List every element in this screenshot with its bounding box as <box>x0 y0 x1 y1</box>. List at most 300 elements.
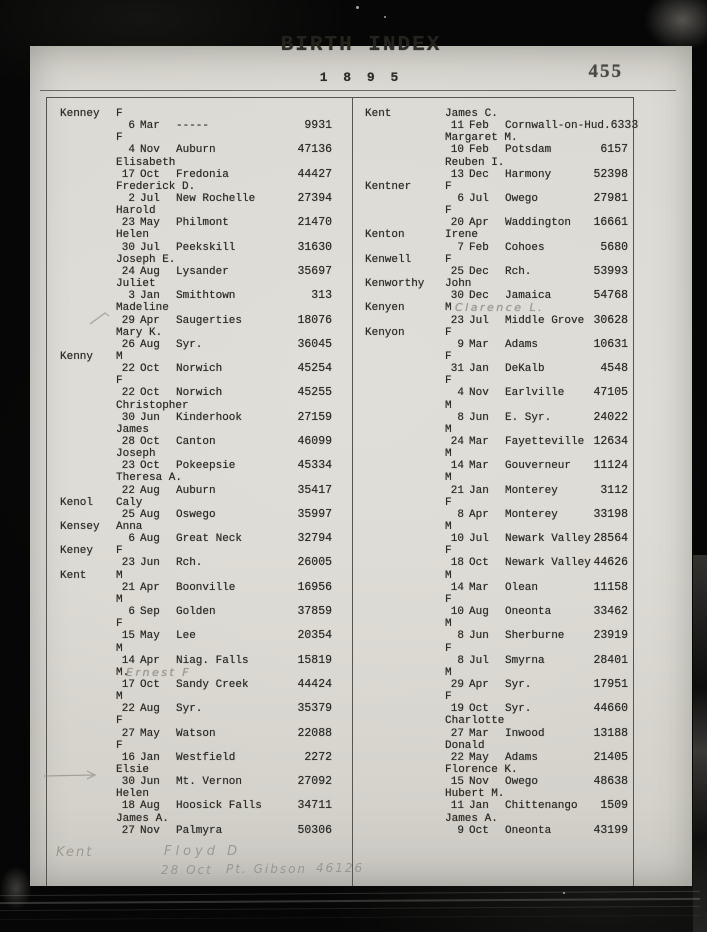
surname <box>60 813 116 825</box>
index-record <box>60 181 332 205</box>
record-month: Aug <box>140 484 160 497</box>
record-day: 27 <box>121 824 135 837</box>
surname <box>365 424 445 436</box>
record-day: 22 <box>121 703 135 716</box>
record-detail-line <box>365 509 628 521</box>
record-place: Palmyra <box>176 824 223 837</box>
record-detail-line <box>60 728 332 740</box>
record-place: Cornwall-on-Hud. <box>505 120 611 133</box>
record-day: 6 <box>128 533 135 546</box>
record-detail-line <box>60 800 332 812</box>
record-detail-line <box>365 339 628 351</box>
record-number: 28564 <box>593 532 628 546</box>
record-day: 14 <box>450 460 464 473</box>
record-number: 11158 <box>593 580 628 594</box>
record-place: Waddington <box>505 217 572 230</box>
record-number: 26005 <box>297 556 332 570</box>
record-day: 18 <box>121 800 135 813</box>
record-month: Aug <box>469 606 489 619</box>
record-name-line <box>365 205 628 217</box>
index-record <box>365 302 628 326</box>
record-day: 29 <box>450 678 464 691</box>
surname <box>365 351 445 363</box>
surname <box>60 278 116 290</box>
given-name: M <box>445 666 452 679</box>
record-place: Niag. Falls <box>176 654 249 667</box>
record-day: 23 <box>121 557 135 570</box>
index-record <box>365 545 628 569</box>
record-day: 18 <box>450 557 464 570</box>
record-day: 15 <box>121 630 135 643</box>
record-month: Oct <box>140 387 160 400</box>
record-month: Nov <box>140 144 160 157</box>
index-record <box>60 594 332 618</box>
record-month: May <box>140 630 160 643</box>
record-name-line <box>365 691 628 703</box>
record-name-line <box>60 813 332 825</box>
film-scratch-line <box>0 915 700 920</box>
index-record <box>60 618 332 642</box>
surname <box>365 400 445 412</box>
record-month: Oct <box>140 436 160 448</box>
index-record <box>60 813 332 837</box>
record-detail-line <box>365 119 639 133</box>
record-number: 3112 <box>600 483 628 497</box>
record-name-line <box>60 521 332 533</box>
record-month: May <box>140 217 160 230</box>
record-detail-line <box>60 290 332 302</box>
record-day: 13 <box>450 168 464 181</box>
record-name-line <box>60 594 332 606</box>
record-number: 45255 <box>297 386 332 400</box>
record-detail-line <box>365 800 628 812</box>
record-month: Jan <box>469 484 489 497</box>
given-name: M <box>116 691 123 704</box>
record-name-line <box>365 740 628 752</box>
record-place: Saugerties <box>176 314 243 327</box>
record-detail-line <box>365 144 628 156</box>
record-detail-line <box>60 679 332 691</box>
record-detail-line <box>365 655 628 667</box>
record-place: Pokeepsie <box>176 460 236 473</box>
record-detail-line <box>60 144 332 156</box>
record-name-line <box>365 570 628 582</box>
record-detail-line <box>60 582 332 594</box>
record-name-line <box>365 229 628 241</box>
surname <box>60 254 116 266</box>
record-number: 37859 <box>297 605 332 619</box>
index-column-left <box>60 108 332 837</box>
record-month: Jan <box>469 800 489 813</box>
index-record <box>365 691 628 715</box>
index-record <box>60 108 332 132</box>
record-day: 8 <box>457 630 464 643</box>
index-record <box>60 229 332 253</box>
surname <box>365 132 445 144</box>
handwritten-place: Pt. Gibson <box>226 862 308 876</box>
record-name-line <box>60 570 332 582</box>
index-record <box>60 521 332 545</box>
record-number: 43199 <box>593 823 628 837</box>
record-day: 30 <box>450 290 464 303</box>
record-month: Jul <box>469 654 489 667</box>
record-name-line <box>365 108 628 120</box>
given-name: F <box>445 545 452 558</box>
index-record <box>365 375 628 399</box>
surname <box>365 715 445 727</box>
record-number: 44660 <box>593 702 628 716</box>
given-name: F <box>116 618 123 631</box>
record-detail-line <box>365 460 628 472</box>
record-day: 8 <box>457 654 464 667</box>
given-name: M <box>116 593 123 606</box>
record-place: Chittenango <box>505 800 578 813</box>
handwritten-date: 28 Oct <box>161 863 213 877</box>
record-name-line <box>60 618 332 630</box>
index-column-right <box>365 108 639 837</box>
record-detail-line <box>365 242 628 254</box>
index-record <box>60 472 332 496</box>
surname <box>60 618 116 630</box>
given-name: Donald <box>445 739 485 752</box>
record-place: ----- <box>176 120 210 133</box>
record-day: 30 <box>121 241 135 254</box>
record-day: 17 <box>121 168 135 181</box>
record-place: Gouverneur <box>505 460 572 473</box>
record-name-line <box>365 375 628 387</box>
surname <box>365 667 445 679</box>
record-month: Jun <box>469 411 489 424</box>
surname <box>60 181 116 193</box>
record-month: Jul <box>469 533 489 546</box>
given-name: F <box>445 253 452 266</box>
record-place: Canton <box>176 436 216 448</box>
record-day: 14 <box>450 581 464 594</box>
surname <box>60 691 116 703</box>
record-number: 5680 <box>600 240 628 254</box>
record-number: 6333 <box>610 119 639 133</box>
record-month: Nov <box>469 776 489 789</box>
record-name-line <box>365 132 628 144</box>
record-name-line <box>60 545 332 557</box>
record-name-line <box>365 278 628 290</box>
record-day: 23 <box>450 314 464 327</box>
given-name: Madeline <box>116 302 169 315</box>
index-record <box>60 157 332 181</box>
record-number: 16956 <box>297 580 332 594</box>
index-record <box>365 205 628 229</box>
record-day: 26 <box>121 338 135 351</box>
record-name-line <box>365 327 628 339</box>
record-number: 17951 <box>593 677 628 691</box>
record-detail-line <box>365 266 628 278</box>
record-name-line <box>60 327 332 339</box>
record-number: 52398 <box>593 167 628 181</box>
record-detail-line <box>365 557 628 569</box>
record-place: Syr. <box>505 678 532 691</box>
record-name-line <box>60 108 332 120</box>
given-name: Juliet <box>116 278 156 291</box>
record-place: Monterey <box>505 484 558 497</box>
given-name: F <box>445 375 452 388</box>
record-day: 20 <box>450 217 464 230</box>
given-name: James A. <box>116 812 169 825</box>
given-name: F <box>116 375 123 388</box>
record-place: Smithtown <box>176 290 236 303</box>
surname <box>365 472 445 484</box>
record-day: 22 <box>450 751 464 764</box>
given-name: Joseph E. <box>116 253 176 266</box>
record-day: 15 <box>450 776 464 789</box>
index-record <box>60 545 332 569</box>
record-number: 33462 <box>593 605 628 619</box>
surname <box>60 400 116 412</box>
surname <box>365 521 445 533</box>
record-detail-line <box>365 436 628 448</box>
given-name: M <box>445 569 452 582</box>
index-record <box>60 205 332 229</box>
record-number: 21470 <box>297 216 332 230</box>
record-detail-line <box>60 509 332 521</box>
record-number: 32794 <box>297 532 332 546</box>
record-detail-line <box>365 217 628 229</box>
record-number: 44424 <box>297 677 332 691</box>
record-month: Oct <box>140 460 160 473</box>
record-detail-line <box>60 412 332 424</box>
record-month: Feb <box>469 144 489 157</box>
index-record <box>60 691 332 715</box>
given-name: Irene <box>445 229 479 242</box>
given-name: Helen <box>116 229 150 242</box>
record-place: Olean <box>505 581 539 594</box>
index-record <box>60 740 332 764</box>
given-name: Charlotte <box>445 715 505 728</box>
record-detail-line <box>60 266 332 278</box>
record-place: Oswego <box>176 508 216 521</box>
pencil-arrow-icon <box>43 768 103 782</box>
record-place: Owego <box>505 776 539 789</box>
record-number: 45254 <box>297 362 332 376</box>
surname <box>60 132 116 144</box>
record-place: Kinderhook <box>176 411 243 424</box>
given-name: Frederick D. <box>116 180 196 193</box>
record-month: Mar <box>469 436 489 448</box>
record-name-line <box>365 157 628 169</box>
surname <box>60 229 116 241</box>
record-day: 4 <box>457 387 464 400</box>
handwritten-surname: Kent <box>56 845 94 860</box>
record-place: Hoosick Falls <box>176 800 262 813</box>
dust-speck <box>356 6 359 9</box>
record-day: 3 <box>128 290 135 303</box>
given-name: M <box>445 472 452 485</box>
header-rule-line <box>40 90 676 91</box>
record-day: 30 <box>121 411 135 424</box>
record-number: 16661 <box>593 216 628 230</box>
index-record <box>60 788 332 812</box>
record-month: Nov <box>140 824 160 837</box>
record-place: Earlville <box>505 387 565 400</box>
document-title: BIRTH INDEX <box>280 34 442 57</box>
index-record <box>60 327 332 351</box>
record-name-line <box>365 472 628 484</box>
record-month: Oct <box>469 557 489 570</box>
record-name-line <box>365 545 628 557</box>
surname: Kenol <box>60 496 94 509</box>
record-number: 48638 <box>593 775 628 789</box>
record-month: Aug <box>140 508 160 521</box>
record-month: Aug <box>140 703 160 716</box>
record-name-line <box>365 667 628 679</box>
index-record <box>60 400 332 424</box>
record-number: 46099 <box>297 435 332 448</box>
record-place: E. Syr. <box>505 411 552 424</box>
record-month: Jun <box>140 411 160 424</box>
record-day: 10 <box>450 533 464 546</box>
index-record <box>60 667 332 691</box>
surname <box>365 570 445 582</box>
given-name: Reuben I. <box>445 156 505 169</box>
record-name-line <box>60 375 332 387</box>
record-name-line <box>60 132 332 144</box>
record-place: Rch. <box>176 557 203 570</box>
index-record <box>365 254 628 278</box>
record-detail-line <box>365 485 628 497</box>
record-number: 18076 <box>297 313 332 327</box>
record-number: 23919 <box>593 629 628 643</box>
index-record <box>365 181 628 205</box>
record-name-line <box>60 351 332 363</box>
record-detail-line <box>60 193 332 205</box>
record-month: Apr <box>140 314 160 327</box>
record-day: 8 <box>457 411 464 424</box>
record-number: 22088 <box>297 726 332 740</box>
record-number: 2272 <box>304 750 332 764</box>
surname: Kenton <box>365 229 405 242</box>
record-place: Philmont <box>176 217 229 230</box>
record-name-line <box>365 715 628 727</box>
record-day: 27 <box>450 727 464 740</box>
record-place: Newark Valley <box>505 557 591 570</box>
index-record <box>365 448 628 472</box>
record-month: Jun <box>469 630 489 643</box>
record-number: 27092 <box>297 775 332 789</box>
record-number: 28401 <box>593 653 628 667</box>
record-name-line <box>60 715 332 727</box>
surname <box>60 157 116 169</box>
column-divider <box>352 97 353 886</box>
record-detail-line <box>60 703 332 715</box>
record-number: 47105 <box>593 386 628 400</box>
index-record <box>365 132 628 156</box>
index-record <box>365 667 628 691</box>
record-name-line <box>60 181 332 193</box>
record-month: Dec <box>469 168 489 181</box>
record-month: Aug <box>140 265 160 278</box>
surname: Kenworthy <box>365 278 425 291</box>
record-detail-line <box>60 655 332 667</box>
given-name: F <box>445 496 452 509</box>
record-detail-line <box>365 728 628 740</box>
record-day: 19 <box>450 703 464 716</box>
given-name: F <box>445 350 452 363</box>
surname: Kenney <box>60 108 100 120</box>
record-number: 24022 <box>593 410 628 424</box>
record-number: 44626 <box>593 556 628 570</box>
given-name: F <box>116 132 123 145</box>
surname: Kenny <box>60 350 94 363</box>
record-day: 6 <box>128 120 135 133</box>
record-number: 33198 <box>593 507 628 521</box>
record-name-line <box>365 764 628 776</box>
record-name-line <box>60 643 332 655</box>
record-month: Mar <box>469 338 489 351</box>
record-detail-line <box>365 169 628 181</box>
record-detail-line <box>60 217 332 229</box>
record-month: Apr <box>469 217 489 230</box>
record-day: 25 <box>450 265 464 278</box>
record-detail-line <box>60 825 332 837</box>
handwritten-number: 46126 <box>316 861 365 875</box>
record-day: 6 <box>128 606 135 619</box>
record-detail-line <box>365 703 628 715</box>
record-day: 23 <box>121 460 135 473</box>
given-name: Christopher <box>116 399 189 412</box>
record-month: Feb <box>469 120 489 133</box>
record-place: Jamaica <box>505 290 552 303</box>
surname: Kent <box>60 569 87 582</box>
record-name-line <box>60 667 332 679</box>
record-number: 53993 <box>593 264 628 278</box>
record-day: 7 <box>457 241 464 254</box>
film-scratch-line <box>0 906 700 911</box>
given-name: F <box>116 715 123 728</box>
record-month: Jan <box>140 751 160 764</box>
record-place: Syr. <box>176 338 203 351</box>
surname: Kenwell <box>365 253 412 266</box>
record-place: DeKalb <box>505 363 545 376</box>
record-month: Jan <box>140 290 160 303</box>
record-number: 1509 <box>600 799 628 813</box>
record-name-line <box>365 254 628 266</box>
surname <box>60 667 116 679</box>
index-record <box>365 108 639 133</box>
given-name: Elsie <box>116 764 150 777</box>
record-place: Auburn <box>176 484 216 497</box>
surname <box>365 594 445 606</box>
record-month: Oct <box>469 824 489 837</box>
index-record <box>365 351 628 375</box>
record-detail-line <box>60 557 332 569</box>
pencil-annotation: Ernest F <box>126 665 192 679</box>
record-day: 27 <box>121 727 135 740</box>
record-month: Jun <box>140 776 160 789</box>
record-day: 6 <box>457 193 464 206</box>
record-place: Harmony <box>505 168 552 181</box>
record-name-line <box>60 472 332 484</box>
record-number: 35697 <box>297 264 332 278</box>
record-detail-line <box>365 752 628 764</box>
index-record <box>365 618 628 642</box>
index-record <box>365 400 628 424</box>
record-month: Jul <box>140 193 160 206</box>
record-number: 4548 <box>600 362 628 376</box>
surname <box>365 375 445 387</box>
index-record <box>365 594 628 618</box>
index-record <box>365 229 628 253</box>
record-detail-line <box>365 606 628 618</box>
record-detail-line <box>365 193 628 205</box>
